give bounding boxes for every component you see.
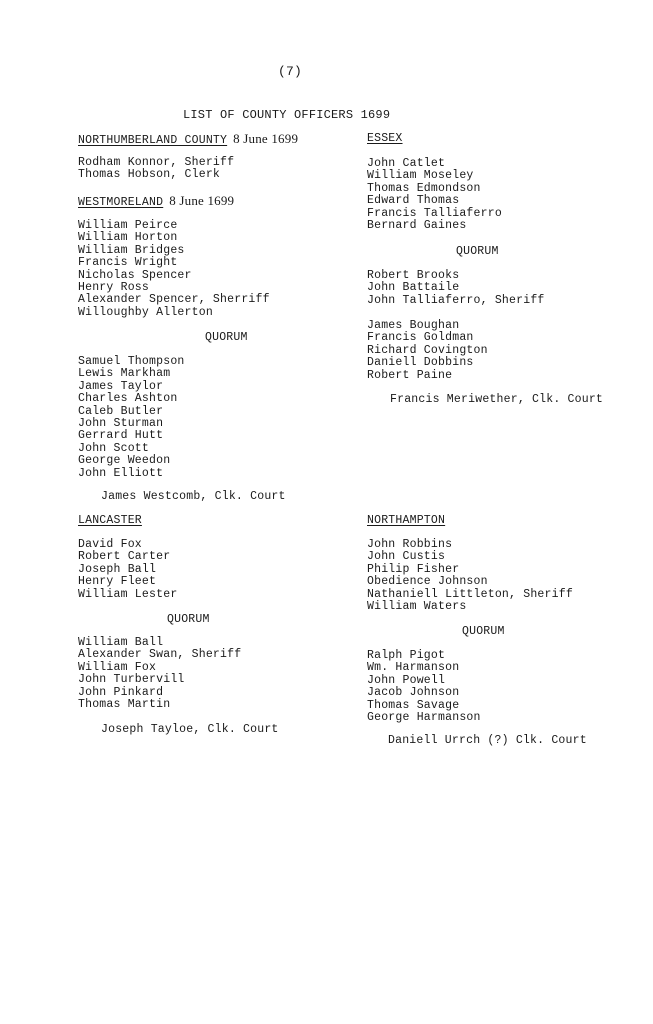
quorum-name: John Elliott bbox=[78, 466, 164, 480]
quorum-name: William Ball bbox=[78, 636, 164, 649]
westmoreland-clerk: James Westcomb, Clk. Court bbox=[101, 490, 286, 503]
member-name: David Fox bbox=[78, 538, 142, 551]
quorum-name: Richard Covington bbox=[367, 343, 488, 357]
quorum-name: John Sturman bbox=[78, 416, 164, 430]
member-name: Obedience Johnson bbox=[367, 575, 488, 589]
quorum-name: James Taylor bbox=[78, 379, 164, 393]
quorum-name: John Talliaferro, Sheriff bbox=[367, 293, 545, 307]
page-number: (7) bbox=[278, 64, 303, 79]
westmoreland-quorum bbox=[78, 356, 185, 480]
lancaster-quorum-label: QUORUM bbox=[167, 613, 210, 626]
page-title: LIST OF COUNTY OFFICERS 1699 bbox=[183, 108, 391, 122]
member-name: Edward Thomas bbox=[367, 194, 460, 208]
lancaster-heading bbox=[78, 514, 142, 527]
member-name: Thomas Edmondson bbox=[367, 181, 481, 195]
member-name: Joseph Ball bbox=[78, 562, 157, 576]
essex-quorum-label: QUORUM bbox=[456, 245, 499, 258]
member-name: William Lester bbox=[78, 587, 178, 601]
quorum-name: Jacob Johnson bbox=[367, 686, 460, 700]
quorum-name: Thomas Savage bbox=[367, 698, 460, 712]
member-name: John Custis bbox=[367, 550, 446, 564]
westmoreland-quorum-label: QUORUM bbox=[205, 331, 248, 344]
quorum-name: William Fox bbox=[78, 660, 157, 674]
northampton-quorum-label: QUORUM bbox=[462, 625, 505, 638]
essex-members bbox=[367, 158, 502, 232]
northampton-heading bbox=[367, 514, 445, 527]
quorum-name: Ralph Pigot bbox=[367, 649, 446, 662]
member-name: William Moseley bbox=[367, 169, 474, 183]
quorum-name: George Weedon bbox=[78, 454, 171, 468]
northumberland-date: 8 June 1699 bbox=[233, 131, 299, 146]
quorum-name: Daniell Dobbins bbox=[367, 356, 474, 370]
quorum-name: Lewis Markham bbox=[78, 367, 171, 381]
essex-quorum-continued bbox=[367, 320, 488, 382]
member-name: Philip Fisher bbox=[367, 562, 460, 576]
member-name: Francis Talliaferro bbox=[367, 206, 502, 220]
essex-quorum bbox=[367, 270, 545, 307]
northampton-members bbox=[367, 539, 573, 613]
member-name: Nathaniell Littleton, Sheriff bbox=[367, 587, 573, 601]
quorum-name: George Harmanson bbox=[367, 710, 481, 724]
quorum-name: Francis Goldman bbox=[367, 331, 474, 345]
lancaster-quorum bbox=[78, 637, 241, 711]
westmoreland-members bbox=[78, 220, 270, 319]
lancaster-county-name: LANCASTER bbox=[78, 514, 142, 527]
quorum-name: John Battaile bbox=[367, 281, 460, 295]
northumberland-members bbox=[78, 157, 234, 182]
quorum-name: Robert Paine bbox=[367, 368, 453, 382]
quorum-name: Thomas Martin bbox=[78, 697, 171, 711]
quorum-name: Alexander Swan, Sheriff bbox=[78, 648, 242, 662]
essex-clerk: Francis Meriwether, Clk. Court bbox=[390, 393, 604, 406]
member-name: William Bridges bbox=[78, 243, 185, 257]
member-name: John Robbins bbox=[367, 538, 453, 551]
member-name: John Catlet bbox=[367, 157, 446, 170]
northampton-clerk: Daniell Urrch (?) Clk. Court bbox=[388, 734, 587, 747]
essex-heading bbox=[367, 132, 403, 145]
member-name: William Peirce bbox=[78, 219, 178, 232]
member-name: Nicholas Spencer bbox=[78, 268, 192, 282]
lancaster-clerk: Joseph Tayloe, Clk. Court bbox=[101, 723, 279, 736]
quorum-name: Samuel Thompson bbox=[78, 355, 185, 368]
member-name: Bernard Gaines bbox=[367, 218, 467, 232]
member-name: Thomas Hobson, Clerk bbox=[78, 168, 221, 182]
westmoreland-county-name: WESTMORELAND bbox=[78, 196, 164, 209]
essex-county-name: ESSEX bbox=[367, 132, 403, 145]
member-name: Henry Ross bbox=[78, 280, 150, 294]
quorum-name: John Turbervill bbox=[78, 673, 185, 687]
member-name: Francis Wright bbox=[78, 256, 178, 270]
member-name: Rodham Konnor, Sheriff bbox=[78, 156, 235, 169]
quorum-name: Wm. Harmanson bbox=[367, 661, 460, 675]
lancaster-members bbox=[78, 539, 177, 601]
northampton-quorum bbox=[367, 650, 481, 724]
member-name: Henry Fleet bbox=[78, 575, 157, 589]
member-name: Robert Carter bbox=[78, 550, 171, 564]
westmoreland-date: 8 June 1699 bbox=[169, 193, 235, 208]
quorum-name: James Boughan bbox=[367, 319, 460, 332]
quorum-name: Robert Brooks bbox=[367, 269, 460, 282]
member-name: Alexander Spencer, Sherriff bbox=[78, 293, 270, 307]
member-name: William Waters bbox=[367, 599, 467, 613]
quorum-name: John Powell bbox=[367, 673, 446, 687]
quorum-name: John Scott bbox=[78, 441, 150, 455]
northampton-county-name: NORTHAMPTON bbox=[367, 514, 446, 527]
quorum-name: Charles Ashton bbox=[78, 392, 178, 406]
member-name: Willoughby Allerton bbox=[78, 305, 213, 319]
westmoreland-heading bbox=[78, 193, 234, 209]
quorum-name: Caleb Butler bbox=[78, 404, 164, 418]
quorum-name: John Pinkard bbox=[78, 685, 164, 699]
northumberland-county-name: NORTHUMBERLAND COUNTY bbox=[78, 134, 228, 147]
northumberland-heading bbox=[78, 131, 298, 147]
quorum-name: Gerrard Hutt bbox=[78, 429, 164, 443]
member-name: William Horton bbox=[78, 231, 178, 245]
